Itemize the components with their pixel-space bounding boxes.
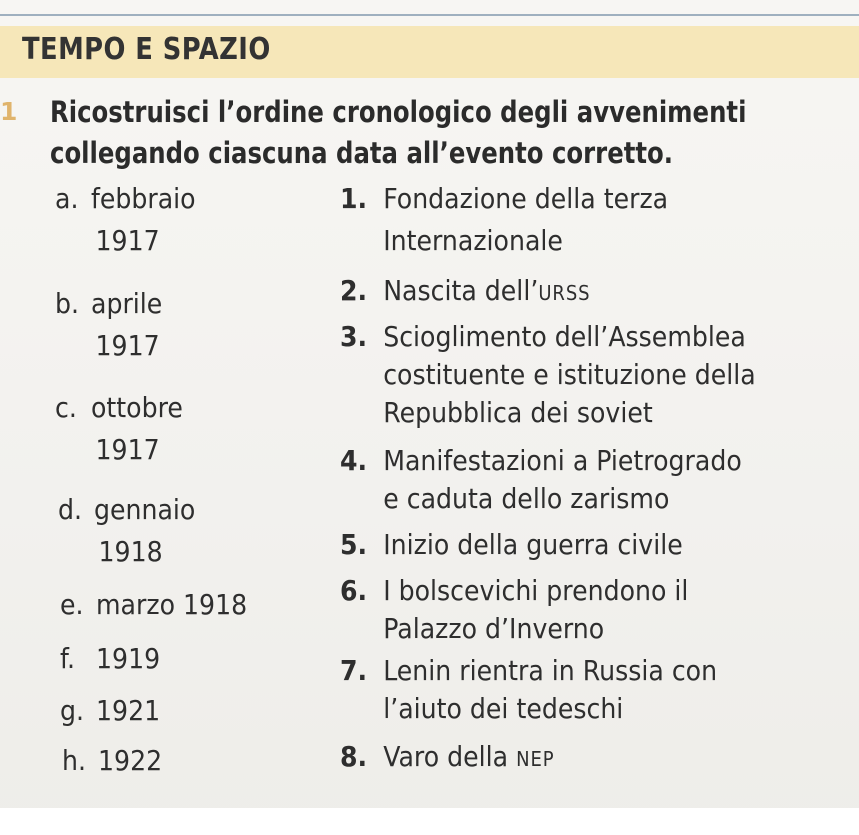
date-text: 1922 [98,744,163,777]
date-text: gennaio [94,493,196,526]
event-text: I bolscevichi prendono il [383,574,689,607]
date-text: 1921 [96,694,161,727]
date-text: febbraio [91,182,196,215]
date-letter: h. [62,744,86,777]
event-item-8 [340,736,555,780]
event-number: 3. [340,320,368,353]
date-item-c [55,387,183,471]
event-number: 5. [340,528,368,561]
instruction-line-1: Ricostruisci l’ordine cronologico degli avvenimenti [50,95,747,129]
date-item-a [55,178,196,262]
page-bottom-margin [0,808,859,835]
event-text: Nascita dell’ [383,274,539,307]
instruction-line-2: collegando ciascuna data all’evento corretto. [50,136,674,170]
date-year: 1918 [98,535,163,568]
date-item-d [58,489,195,573]
date-year: 1917 [95,433,160,466]
date-year: 1917 [95,224,160,257]
event-item-3 [340,316,756,434]
date-letter: e. [60,588,84,621]
event-item-2 [340,270,590,314]
date-item-e [60,584,247,626]
date-text: 1919 [96,642,161,675]
exercise-instruction [50,92,746,174]
date-text: marzo 1918 [96,588,248,621]
event-text-cont: e caduta dello zarismo [383,482,670,515]
event-text-cont: Palazzo d’Inverno [383,612,605,645]
exercise-number: 1 [0,97,18,126]
event-text: Varo della [383,740,517,773]
event-number: 8. [340,740,368,773]
event-item-5 [340,524,683,566]
event-abbreviation: URSS [538,281,591,305]
event-item-1 [340,178,668,262]
date-letter: d. [58,493,83,526]
date-item-f [60,638,160,680]
event-text-cont: l’aiuto dei tedeschi [383,692,624,725]
event-abbreviation: NEP [516,747,555,771]
top-divider [0,14,859,16]
event-text-cont: Repubblica dei soviet [383,396,653,429]
event-item-6 [340,570,688,650]
event-number: 7. [340,654,368,687]
date-item-g [60,690,160,732]
date-text: aprile [91,287,163,320]
date-letter: g. [60,694,85,727]
date-year: 1917 [95,329,160,362]
date-letter: f. [60,642,76,675]
date-text: ottobre [91,391,183,424]
event-text-cont: costituente e istituzione della [383,358,756,391]
event-number: 1. [340,182,368,215]
date-letter: c. [55,391,77,424]
event-number: 4. [340,444,368,477]
event-text: Inizio della guerra civile [383,528,683,561]
event-text: Manifestazioni a Pietrogrado [383,444,742,477]
event-number: 2. [340,274,368,307]
event-text-cont: Internazionale [383,224,563,257]
event-text: Scioglimento dell’Assemblea [383,320,746,353]
event-item-7 [340,650,717,730]
section-title: TEMPO E SPAZIO [22,32,271,67]
date-letter: a. [55,182,79,215]
event-text: Fondazione della terza [383,182,669,215]
date-item-h [62,740,162,782]
date-item-b [55,283,162,367]
event-number: 6. [340,574,368,607]
date-letter: b. [55,287,80,320]
event-text: Lenin rientra in Russia con [383,654,718,687]
event-item-4 [340,440,742,520]
